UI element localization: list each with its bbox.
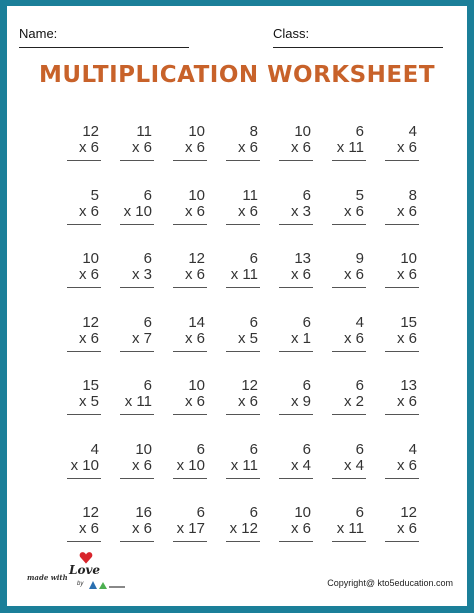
problem-top-number: 6 [302, 440, 311, 458]
answer-line[interactable] [120, 287, 154, 288]
problem-multiplier: x 11 [230, 266, 258, 283]
problem-top-number: 9 [355, 250, 364, 267]
answer-line[interactable] [332, 478, 366, 479]
made-with-love-logo [27, 551, 137, 595]
problem-multiplier: x 6 [78, 266, 99, 283]
answer-line[interactable] [173, 224, 207, 225]
problem-top-number: 6 [249, 440, 258, 458]
class-field[interactable] [273, 26, 443, 48]
answer-line[interactable] [332, 224, 366, 225]
problem-3-1 [55, 251, 107, 315]
problem-top-number: 10 [82, 250, 99, 267]
name-underline [19, 47, 189, 48]
problem-1-1 [55, 124, 107, 188]
problem-5-2 [108, 378, 160, 442]
problem-2-2 [108, 188, 160, 252]
answer-line[interactable] [332, 160, 366, 161]
answer-line[interactable] [173, 287, 207, 288]
problem-multiplier: x 6 [396, 139, 417, 156]
problem-multiplier: x 6 [343, 266, 364, 283]
problem-multiplier: x 2 [343, 393, 364, 410]
answer-line[interactable] [385, 287, 419, 288]
class-label: Class: [273, 26, 310, 41]
problem-top-number: 12 [400, 504, 417, 521]
problem-multiplier: x 9 [290, 393, 311, 410]
answer-line[interactable] [279, 224, 313, 225]
problem-multiplier: x 5 [78, 393, 99, 410]
answer-line[interactable] [67, 160, 101, 161]
problem-multiplier: x 6 [290, 520, 311, 537]
worksheet-page [7, 6, 467, 606]
problem-multiplier: x 11 [124, 393, 152, 410]
problem-3-7 [373, 251, 425, 315]
answer-line[interactable] [279, 351, 313, 352]
problem-7-4 [214, 505, 266, 569]
problem-5-7 [373, 378, 425, 442]
problem-multiplier: x 6 [131, 456, 152, 474]
problem-1-2 [108, 124, 160, 188]
problem-1-7 [373, 124, 425, 188]
problem-3-3 [161, 251, 213, 315]
problem-multiplier: x 3 [131, 266, 152, 283]
problem-top-number: 16 [135, 504, 152, 521]
problem-7-3 [161, 505, 213, 569]
problem-top-number: 6 [196, 440, 205, 458]
problem-top-number: 8 [408, 186, 417, 204]
problem-7-5 [267, 505, 319, 569]
problem-top-number: 8 [249, 123, 258, 140]
answer-line[interactable] [173, 478, 207, 479]
logo-by-text: by [77, 581, 84, 587]
problem-multiplier: x 3 [290, 202, 311, 220]
answer-line[interactable] [67, 351, 101, 352]
answer-line[interactable] [279, 414, 313, 415]
problem-multiplier: x 12 [229, 520, 258, 537]
answer-line[interactable] [279, 287, 313, 288]
brand-mark-icon [87, 579, 127, 591]
problem-multiplier: x 6 [343, 202, 364, 220]
problem-multiplier: x 6 [184, 266, 205, 283]
problem-multiplier: x 6 [396, 266, 417, 283]
problem-4-2 [108, 315, 160, 379]
problem-top-number: 4 [408, 123, 417, 140]
problem-6-5 [267, 442, 319, 506]
problem-2-7 [373, 188, 425, 252]
problem-top-number: 6 [355, 504, 364, 521]
problem-5-6 [320, 378, 372, 442]
answer-line[interactable] [120, 160, 154, 161]
problem-multiplier: x 6 [184, 329, 205, 347]
answer-line[interactable] [385, 160, 419, 161]
problem-top-number: 12 [82, 123, 99, 140]
problem-top-number: 6 [143, 250, 152, 267]
copyright-text: Copyright@ kto5education.com [327, 578, 453, 588]
problem-multiplier: x 11 [336, 520, 364, 537]
problem-multiplier: x 6 [184, 202, 205, 220]
problem-multiplier: x 6 [184, 393, 205, 410]
problem-multiplier: x 6 [78, 520, 99, 537]
problem-top-number: 10 [188, 123, 205, 140]
problem-multiplier: x 6 [131, 520, 152, 537]
answer-line[interactable] [173, 414, 207, 415]
problem-top-number: 11 [136, 123, 152, 140]
problem-multiplier: x 6 [290, 266, 311, 283]
answer-line[interactable] [385, 414, 419, 415]
answer-line[interactable] [67, 287, 101, 288]
problem-multiplier: x 6 [396, 202, 417, 220]
name-label: Name: [19, 26, 58, 41]
problem-top-number: 5 [355, 186, 364, 204]
problem-6-2 [108, 442, 160, 506]
problem-4-1 [55, 315, 107, 379]
answer-line[interactable] [279, 478, 313, 479]
answer-line[interactable] [385, 541, 419, 542]
problem-top-number: 6 [302, 377, 311, 394]
problem-multiplier: x 10 [176, 456, 205, 474]
answer-line[interactable] [332, 414, 366, 415]
problem-top-number: 6 [143, 186, 152, 204]
problem-6-1 [55, 442, 107, 506]
problem-top-number: 4 [408, 440, 417, 458]
problem-6-7 [373, 442, 425, 506]
problem-top-number: 12 [188, 250, 205, 267]
problem-6-3 [161, 442, 213, 506]
problem-top-number: 4 [90, 440, 99, 458]
answer-line[interactable] [226, 160, 260, 161]
problem-multiplier: x 6 [396, 329, 417, 347]
problem-4-4 [214, 315, 266, 379]
answer-line[interactable] [67, 478, 101, 479]
problem-3-6 [320, 251, 372, 315]
problem-top-number: 10 [188, 377, 205, 394]
answer-line[interactable] [173, 160, 207, 161]
problem-multiplier: x 1 [290, 329, 311, 347]
problem-6-4 [214, 442, 266, 506]
problem-3-5 [267, 251, 319, 315]
problem-top-number: 6 [355, 440, 364, 458]
problem-multiplier: x 6 [290, 139, 311, 156]
problem-multiplier: x 6 [396, 520, 417, 537]
answer-line[interactable] [226, 351, 260, 352]
answer-line[interactable] [120, 351, 154, 352]
answer-line[interactable] [226, 224, 260, 225]
problem-top-number: 12 [82, 313, 99, 331]
problem-top-number: 10 [294, 504, 311, 521]
problem-top-number: 6 [355, 377, 364, 394]
problem-top-number: 4 [355, 313, 364, 331]
class-underline [273, 47, 443, 48]
problem-top-number: 13 [294, 250, 311, 267]
problem-top-number: 6 [249, 250, 258, 267]
answer-line[interactable] [332, 541, 366, 542]
problem-top-number: 6 [143, 377, 152, 394]
problem-top-number: 6 [196, 504, 205, 521]
problem-2-5 [267, 188, 319, 252]
problem-top-number: 6 [249, 313, 258, 331]
problem-multiplier: x 6 [396, 456, 417, 474]
answer-line[interactable] [332, 351, 366, 352]
problem-multiplier: x 6 [237, 139, 258, 156]
problem-2-6 [320, 188, 372, 252]
problem-multiplier: x 4 [343, 456, 364, 474]
problem-multiplier: x 6 [396, 393, 417, 410]
answer-line[interactable] [385, 351, 419, 352]
problem-multiplier: x 6 [237, 202, 258, 220]
answer-line[interactable] [226, 478, 260, 479]
answer-line[interactable] [226, 414, 260, 415]
problem-top-number: 11 [242, 186, 258, 204]
problem-7-6 [320, 505, 372, 569]
problem-top-number: 6 [249, 504, 258, 521]
answer-line[interactable] [173, 541, 207, 542]
problem-top-number: 15 [400, 313, 417, 331]
problem-top-number: 6 [143, 313, 152, 331]
answer-line[interactable] [120, 224, 154, 225]
answer-line[interactable] [385, 224, 419, 225]
problem-5-1 [55, 378, 107, 442]
answer-line[interactable] [120, 478, 154, 479]
answer-line[interactable] [120, 541, 154, 542]
problem-multiplier: x 6 [131, 139, 152, 156]
problem-5-4 [214, 378, 266, 442]
logo-love-text: Love [69, 563, 101, 577]
answer-line[interactable] [67, 414, 101, 415]
name-field[interactable] [19, 26, 189, 48]
worksheet-title: MULTIPLICATION WORKSHEET [38, 62, 436, 88]
answer-line[interactable] [226, 541, 260, 542]
problem-top-number: 12 [241, 377, 258, 394]
problem-multiplier: x 10 [123, 202, 152, 220]
answer-line[interactable] [173, 351, 207, 352]
problem-multiplier: x 11 [230, 456, 258, 474]
problem-multiplier: x 11 [336, 139, 364, 156]
answer-line[interactable] [120, 414, 154, 415]
problem-top-number: 6 [302, 313, 311, 331]
problem-4-5 [267, 315, 319, 379]
problem-1-6 [320, 124, 372, 188]
problem-top-number: 13 [400, 377, 417, 394]
problem-top-number: 6 [355, 123, 364, 140]
problem-multiplier: x 7 [131, 329, 152, 347]
problem-4-7 [373, 315, 425, 379]
answer-line[interactable] [67, 541, 101, 542]
problem-multiplier: x 6 [78, 202, 99, 220]
problem-3-4 [214, 251, 266, 315]
problem-4-3 [161, 315, 213, 379]
problem-grid [55, 124, 425, 569]
answer-line[interactable] [279, 541, 313, 542]
problem-top-number: 15 [82, 377, 99, 394]
problem-multiplier: x 4 [290, 456, 311, 474]
answer-line[interactable] [226, 287, 260, 288]
problem-1-3 [161, 124, 213, 188]
problem-5-3 [161, 378, 213, 442]
problem-4-6 [320, 315, 372, 379]
problem-top-number: 10 [135, 440, 152, 458]
problem-2-1 [55, 188, 107, 252]
problem-3-2 [108, 251, 160, 315]
problem-1-5 [267, 124, 319, 188]
problem-multiplier: x 6 [78, 329, 99, 347]
problem-multiplier: x 17 [176, 520, 205, 537]
problem-top-number: 10 [188, 186, 205, 204]
answer-line[interactable] [385, 478, 419, 479]
problem-2-3 [161, 188, 213, 252]
problem-top-number: 10 [400, 250, 417, 267]
problem-top-number: 5 [90, 186, 99, 204]
problem-multiplier: x 5 [237, 329, 258, 347]
problem-multiplier: x 6 [343, 329, 364, 347]
problem-multiplier: x 6 [184, 139, 205, 156]
problem-2-4 [214, 188, 266, 252]
answer-line[interactable] [67, 224, 101, 225]
problem-top-number: 14 [188, 313, 205, 331]
problem-top-number: 10 [294, 123, 311, 140]
logo-made-text: made with [27, 573, 68, 582]
problem-7-7 [373, 505, 425, 569]
problem-1-4 [214, 124, 266, 188]
problem-6-6 [320, 442, 372, 506]
problem-multiplier: x 6 [78, 139, 99, 156]
problem-5-5 [267, 378, 319, 442]
problem-multiplier: x 10 [70, 456, 99, 474]
problem-multiplier: x 6 [237, 393, 258, 410]
problem-top-number: 6 [302, 186, 311, 204]
answer-line[interactable] [332, 287, 366, 288]
answer-line[interactable] [279, 160, 313, 161]
problem-top-number: 12 [82, 504, 99, 521]
